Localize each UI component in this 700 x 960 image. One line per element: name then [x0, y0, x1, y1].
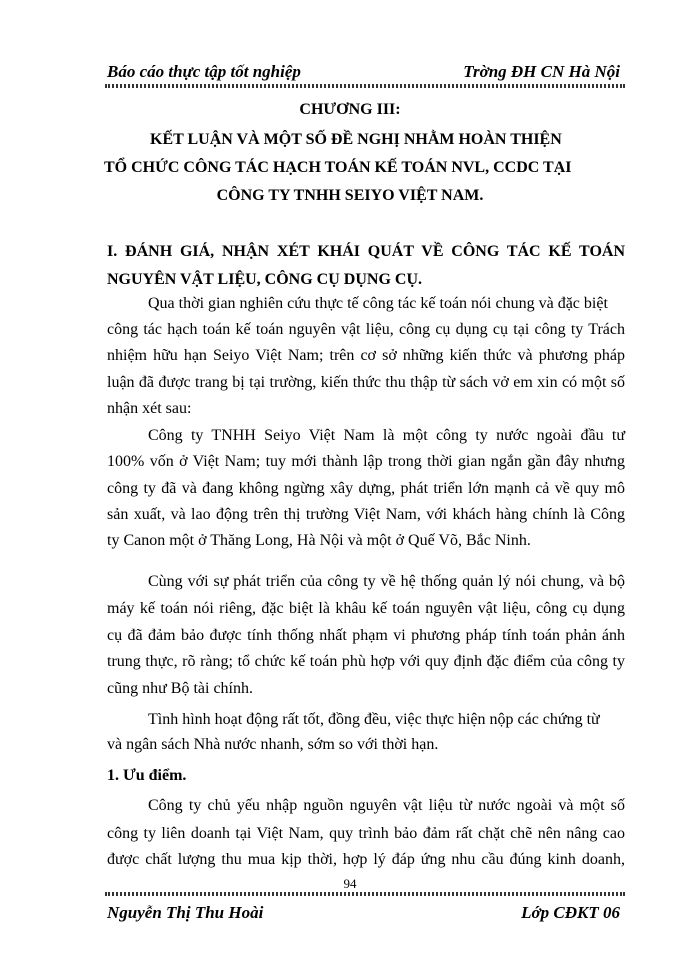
- page-number: 94: [343, 876, 357, 891]
- body-line: luận đã được trang bị tại trường, kiến thức thu thập từ sách vở em xin có một số: [107, 374, 625, 391]
- section-heading: NGUYÊN VẬT LIỆU, CÔNG CỤ DỤNG CỤ.: [107, 271, 422, 288]
- section-heading: I. ĐÁNH GIÁ, NHẬN XÉT KHÁI QUÁT VỀ CÔNG TÁC KẾ TOÁN: [107, 243, 625, 260]
- body-line: công tác hạch toán kế toán nguyên vật liệu, công cụ dụng cụ tại công ty Trách: [107, 321, 625, 338]
- header-right: Trờng ĐH CN Hà Nội: [463, 62, 620, 81]
- body-line: công ty liên doanh tại Việt Nam, quy trình bảo đảm rất chặt chẽ nên nâng cao: [107, 825, 625, 842]
- header-divider: [105, 84, 625, 88]
- footer-right: Lớp CĐKT 06: [521, 903, 620, 922]
- body-line: cụ đã đảm bảo được tính thống nhất phạm vi phương pháp tính toán phản ánh: [107, 627, 625, 644]
- body-line: Cùng với sự phát triển của công ty về hệ thống quản lý nói chung, và bộ: [148, 573, 625, 590]
- body-line: máy kế toán nói riêng, đặc biệt là khâu kế toán nguyên vật liệu, công cụ dụng: [107, 600, 625, 617]
- chapter-title-line: KẾT LUẬN VÀ MỘT SỐ ĐỀ NGHỊ NHẰM HOÀN THIỆN: [150, 131, 562, 148]
- chapter-number: CHƯƠNG III:: [299, 101, 401, 118]
- body-line: Công ty chủ yếu nhập nguồn nguyên vật liệu từ nước ngoài và một số: [148, 797, 625, 814]
- footer-left: Nguyễn Thị Thu Hoài: [107, 903, 264, 922]
- body-line: Qua thời gian nghiên cứu thực tế công tác kế toán nói chung và đặc biệt: [148, 295, 608, 312]
- body-line: trung thực, rõ ràng; tổ chức kế toán phù hợp với quy định đặc điểm của công ty: [107, 653, 625, 670]
- chapter-title-line: CÔNG TY TNHH SEIYO VIỆT NAM.: [216, 187, 484, 204]
- body-line: nhận xét sau:: [107, 400, 192, 417]
- header-left: Báo cáo thực tập tốt nghiệp: [107, 62, 301, 81]
- body-line: Công ty TNHH Seiyo Việt Nam là một công ty nước ngoài đầu tư: [148, 427, 625, 444]
- chapter-title-line: TỔ CHỨC CÔNG TÁC HẠCH TOÁN KẾ TOÁN NVL, CCDC TẠI: [104, 159, 572, 176]
- body-line: nhiệm hữu hạn Seiyo Việt Nam; trên cơ sở những kiến thức và phương pháp: [107, 347, 625, 364]
- body-line: và ngân sách Nhà nước nhanh, sớm so với thời hạn.: [107, 736, 439, 753]
- footer-divider: [105, 892, 625, 896]
- body-line: cũng như Bộ tài chính.: [107, 680, 253, 697]
- body-line: ty Canon một ở Thăng Long, Hà Nội và một ở Quế Võ, Bắc Ninh.: [107, 532, 531, 549]
- subsection-heading: 1. Ưu điểm.: [107, 767, 187, 784]
- body-line: được chất lượng thu mua kịp thời, hợp lý đáp ứng nhu cầu đúng kinh doanh,: [107, 851, 625, 868]
- body-line: 100% vốn ở Việt Nam; tuy mới thành lập trong thời gian ngắn gần đây nhưng: [107, 453, 625, 470]
- body-line: sản xuất, và lao động trên thị trường Việt Nam, với khách hàng chính là Công: [107, 506, 625, 523]
- body-line: công ty đã và đang không ngừng xây dựng, phát triển lớn mạnh cả về quy mô: [107, 480, 625, 497]
- body-line: Tình hình hoạt động rất tốt, đồng đều, việc thực hiện nộp các chứng từ: [148, 711, 600, 728]
